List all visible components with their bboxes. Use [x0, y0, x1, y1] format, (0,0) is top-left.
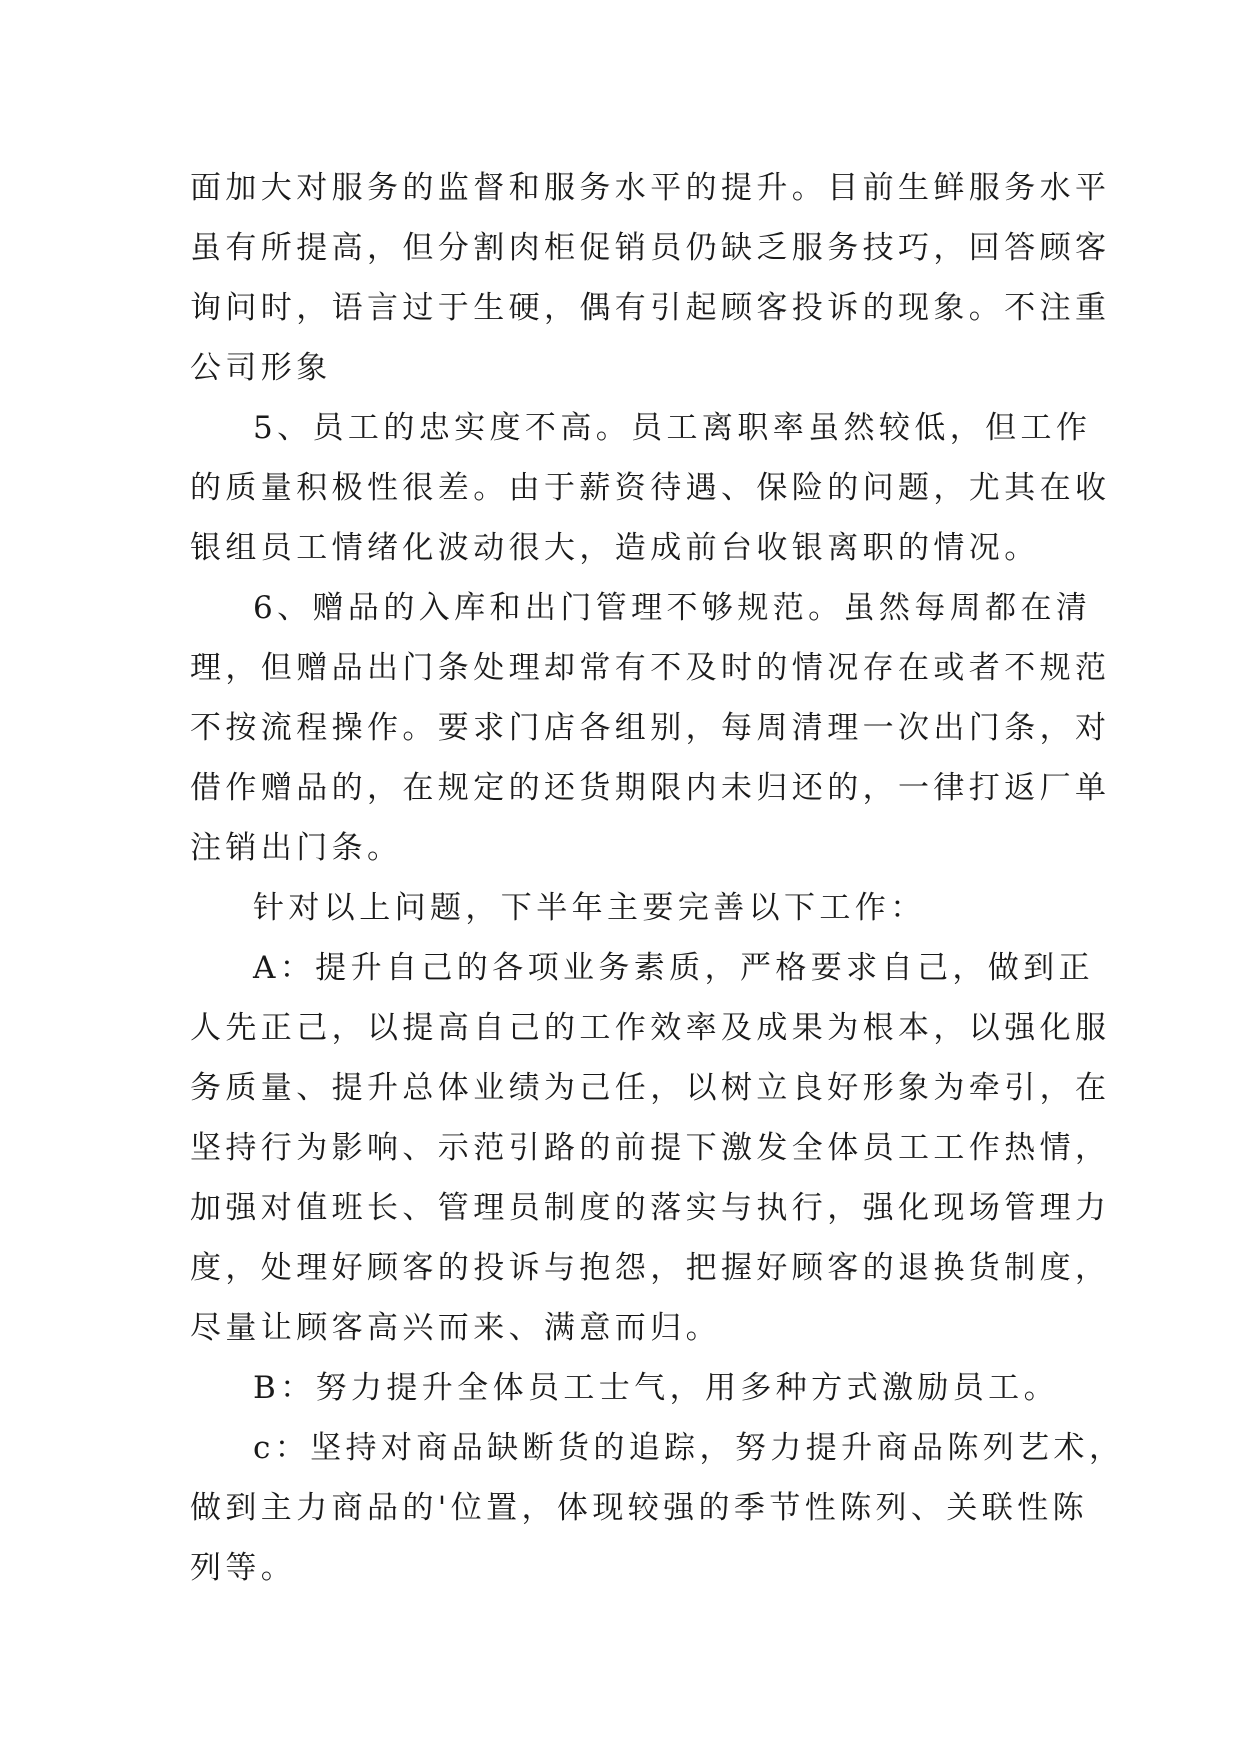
text-line: B：努力提升全体员工士气，用多种方式激励员工。	[253, 1370, 1059, 1406]
text-line: c：坚持对商品缺断货的追踪，努力提升商品陈列艺术，	[253, 1430, 1125, 1466]
text-line: 列等。	[190, 1550, 297, 1586]
text-line: 借作赠品的，在规定的还货期限内未归还的，一律打返厂单	[190, 770, 1111, 806]
text-line: 注销出门条。	[190, 830, 403, 866]
paragraph-service-continuation	[190, 158, 1111, 398]
paragraph-item-5-loyalty	[190, 398, 1111, 578]
text-line: 的质量积极性很差。由于薪资待遇、保险的问题，尤其在收	[190, 470, 1111, 506]
text-line: 度，处理好顾客的投诉与抱怨，把握好顾客的退换货制度，	[190, 1250, 1111, 1286]
text-line: 做到主力商品的'位置，体现较强的季节性陈列、关联性陈	[190, 1490, 1088, 1526]
text-line: 务质量、提升总体业绩为己任，以树立良好形象为牵引，在	[190, 1070, 1111, 1106]
paragraph-item-6-gifts	[190, 578, 1111, 878]
paragraph-plan-intro	[190, 878, 1070, 938]
text-line: 虽有所提高，但分割肉柜促销员仍缺乏服务技巧，回答顾客	[190, 230, 1111, 266]
text-line: 加强对值班长、管理员制度的落实与执行，强化现场管理力	[190, 1190, 1111, 1226]
text-line: 面加大对服务的监督和服务水平的提升。目前生鲜服务水平	[190, 170, 1111, 206]
text-line: 人先正己，以提高自己的工作效率及成果为根本，以强化服	[190, 1010, 1111, 1046]
text-line: 公司形象	[190, 350, 332, 386]
text-line: A：提升自己的各项业务素质，严格要求自己，做到正	[253, 950, 1094, 986]
text-line: 坚持行为影响、示范引路的前提下激发全体员工工作热情，	[190, 1130, 1111, 1166]
paragraph-plan-b	[190, 1358, 1070, 1418]
text-line: 理，但赠品出门条处理却常有不及时的情况存在或者不规范	[190, 650, 1111, 686]
text-line: 银组员工情绪化波动很大，造成前台收银离职的情况。	[190, 530, 1040, 566]
text-line: 6、赠品的入库和出门管理不够规范。虽然每周都在清	[253, 590, 1092, 626]
text-line: 不按流程操作。要求门店各组别，每周清理一次出门条，对	[190, 710, 1111, 746]
paragraph-plan-c	[190, 1418, 1125, 1598]
text-line: 针对以上问题，下半年主要完善以下工作：	[253, 890, 926, 926]
text-line: 尽量让顾客高兴而来、满意而归。	[190, 1310, 721, 1346]
paragraph-plan-a	[190, 938, 1111, 1358]
text-line: 5、员工的忠实度不高。员工离职率虽然较低，但工作	[253, 410, 1092, 446]
text-line: 询问时，语言过于生硬，偶有引起顾客投诉的现象。不注重	[190, 290, 1111, 326]
body-text	[190, 158, 1125, 1598]
